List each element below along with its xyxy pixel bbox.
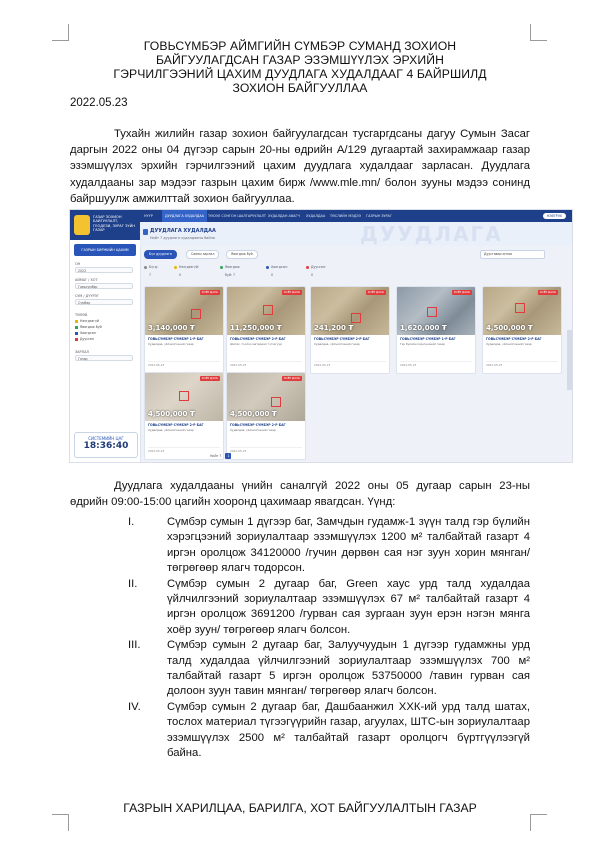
crop-mark-top-left	[52, 24, 69, 41]
aimag-select[interactable]: Говьсүмбэр	[75, 283, 133, 289]
filter-label: АЙМАГ / ХОТ	[75, 278, 98, 282]
crop-mark-bottom-right	[530, 814, 547, 831]
card-title: ГОВЬСҮМБЭР СҮМБЭР 1-Р БАГ	[400, 337, 456, 341]
nav-item[interactable]: ГАЗРЫН ЗУРАГ	[366, 214, 392, 218]
list-text: Сүмбэр сумын 2 дугаар баг, Залуучуудын 1 дүгээр гудамжны урд талд худалдаа үйлчилгээний зориулалтаар эзэмшүүлэх 700 м² талбайтай газарт 5 иргэн оролцож 53750000 /тавин гурван сая долоон зуун тавин мянган/ төгрөгөөр ялагч болсон.	[167, 639, 530, 698]
nav-item[interactable]: НҮҮР	[144, 214, 153, 218]
card-title: ГОВЬСҮМБЭР СҮМБЭР 2-Р БАГ	[230, 423, 286, 427]
title-line: ГОВЬСҮМБЭР АЙМГИЙН СҮМБЭР СУМАНД ЗОХИОН	[143, 39, 457, 53]
sum-select[interactable]: Сүмбэр	[75, 299, 133, 305]
card-subtitle: Худалдаа, үйлчилгээний газар	[314, 342, 360, 346]
card-date: 2022-05-23	[230, 361, 302, 369]
year-select[interactable]: 2022	[75, 267, 133, 273]
clock-time: 18:36:40	[83, 441, 129, 451]
parcel-outline	[263, 305, 273, 315]
pagination	[210, 453, 231, 459]
legend-item: Явагдаж буй: 7	[220, 263, 225, 271]
tab-new[interactable]: Саяны зарлал	[186, 250, 219, 259]
legend-item: Нээгдээгүй: 0	[174, 263, 179, 271]
auction-card[interactable]	[482, 286, 562, 374]
card-badge: ХОЁР ДАХЬ	[201, 376, 218, 380]
scrollbar[interactable]	[567, 330, 572, 390]
legend-item: Дууссан: 0	[306, 263, 311, 271]
nav-item[interactable]: ТӨСӨЛ СОНГОН ШАЛГАРУУЛАЛТ	[208, 214, 266, 218]
card-price: 4,500,000 ₮	[230, 410, 277, 418]
card-title: ГОВЬСҮМБЭР СҮМБЭР 1-Р БАГ	[148, 337, 204, 341]
nav-item[interactable]: ХУДАЛДАА	[306, 214, 326, 218]
top-navigation	[140, 210, 572, 222]
card-price: 4,500,000 ₮	[148, 410, 195, 418]
auction-card[interactable]	[226, 286, 306, 374]
intro-text: Тухайн жилийн газар зохион байгуулагдсан тусгаргдсаны дагуу Сумын Засаг даргын 2022 оны 04 дүгээр сарын 20-ны өдрийн А/129 дугаартай захирамжаар газар эзэмшүүлэх эрхийн гэрчилгээний цахим дуудлага худалдааг зарласан. Дуудлага худалдааны зар мэдээг газрын цахим бирж /www.mle.mn/ болон зууны мэдээ сонинд байршуулж амжилттай зохион байгууллаа.	[70, 128, 530, 205]
parcel-satellite-image	[483, 287, 561, 335]
card-date: 2022-05-23	[230, 447, 302, 455]
card-subtitle: Худалдаа, үйлчилгээний газар	[486, 342, 532, 346]
card-title: ГОВЬСҮМБЭР СҮМБЭР 2-Р БАГ	[148, 423, 204, 427]
banner-subtitle: Нийт 7 дуудлага худалдааны байна	[150, 236, 215, 240]
list-number: IV.	[128, 700, 141, 713]
pager-total: Нийт 7	[210, 454, 222, 458]
page-banner	[140, 222, 572, 246]
legend-item: Хаагдсан: 0	[266, 263, 271, 271]
card-date: 2022-05-23	[148, 361, 220, 369]
list-item	[70, 700, 530, 762]
nav-item[interactable]: ХУДАЛДАН АВАГЧ	[268, 214, 300, 218]
card-badge: ХОЁР ДАХЬ	[539, 290, 556, 294]
filter-label: ОН	[75, 262, 81, 266]
auction-card[interactable]	[144, 286, 224, 374]
card-subtitle: Худалдаа, үйлчилгээний газар	[148, 342, 194, 346]
card-subtitle: Шатах, тослох материал түгээгүүр	[230, 342, 282, 346]
results-intro-text: Дуудлага худалдааны үнийн саналгүй 2022 оны 05 дугаар сарын 23-ны өдрийн 09:00-15:00 цагийн хооронд цахимаар явагдсан. Үүнд:	[70, 480, 530, 509]
filter-label: ТӨЛӨВ	[75, 313, 88, 317]
status-legend	[140, 263, 572, 277]
auction-card[interactable]	[310, 286, 390, 374]
status-checkbox[interactable]: Явагдаж буй	[75, 325, 102, 329]
auction-card[interactable]	[226, 372, 306, 460]
parcel-outline	[191, 309, 201, 319]
card-price: 241,200 ₮	[314, 324, 354, 332]
card-title: ГОВЬСҮМБЭР СҮМБЭР 2-Р БАГ	[314, 337, 370, 341]
results-intro-paragraph	[70, 478, 530, 510]
list-text: Сүмбэр сумын 2 дугаар баг, Дашбаанжил ХХК-ий урд талд шатах, тослох материал түгээгүүрийн газар, агуулах, ШТС-ын зориулалтаар эзэмшүүлэх 2500 м² талбайтай газарт оролцогч бүртгүүлээгүй байна.	[167, 700, 530, 760]
type-select[interactable]: Газар	[75, 355, 133, 361]
card-price: 1,620,000 ₮	[400, 324, 447, 332]
nav-item-active[interactable]: ДУУДЛАГА ХУДАЛДАА	[162, 210, 207, 222]
card-date: 2022-05-23	[486, 361, 558, 369]
card-price: 11,250,000 ₮	[230, 324, 282, 332]
gavel-icon	[143, 229, 148, 235]
tab-all[interactable]: Бүх дуудлага	[144, 250, 177, 259]
card-date: 2022-05-23	[148, 447, 220, 455]
title-line: ГЭРЧИЛГЭЭНИЙ ЦАХИМ ДУУДЛАГА ХУДАЛДААГ 4 БАЙРШИЛД	[113, 67, 487, 81]
parcel-outline	[427, 307, 437, 317]
parcel-satellite-image	[227, 287, 305, 335]
parcel-satellite-image	[145, 373, 223, 421]
exchange-logo: ГАЗРЫН БИРЖИЙН ЦАХИМ СИСТЕМ	[74, 244, 136, 256]
parcel-satellite-image	[227, 373, 305, 421]
nav-item[interactable]: ТӨСЛИЙН МЭДЭЭ	[330, 214, 362, 218]
list-item	[70, 515, 530, 577]
list-item	[70, 638, 530, 700]
parcel-outline	[271, 397, 281, 407]
auction-card[interactable]	[144, 372, 224, 460]
card-date: 2022-05-23	[314, 361, 386, 369]
list-item	[70, 577, 530, 639]
tab-ongoing[interactable]: Явагдаж буй	[226, 250, 258, 259]
soyombo-emblem-icon	[74, 215, 90, 235]
card-badge: ХОЁР ДАХЬ	[283, 290, 300, 294]
status-checkbox[interactable]: Хаагдсан	[75, 331, 96, 335]
filter-sidebar	[70, 210, 141, 462]
parcel-outline	[179, 391, 189, 401]
clock-label: СИСТЕМИЙН ЦАГ	[88, 436, 124, 441]
sort-dropdown[interactable]: Дуусгавар огноо	[480, 250, 545, 259]
filter-label: ЗАРЛАЛ	[75, 350, 89, 354]
list-text: Сүмбэр сумын 2 дугаар баг, Green хаус урд талд худалдаа үйлчилгээний зориулалтаар эзэмшүүлэх 67 м² талбайтай газарт 4 иргэн оролцож 3691200 /гурван сая зургаан зуун ерэн нэгэн мянга хоёр зуун/ төгрөгөөр ялагч болсон.	[167, 577, 530, 636]
crop-mark-top-right	[530, 24, 547, 41]
card-subtitle: Худалдаа, үйлчилгээний газар	[148, 428, 194, 432]
filter-tabs	[140, 246, 572, 262]
page-button[interactable]: 1	[227, 454, 230, 458]
auction-card[interactable]	[396, 286, 476, 374]
card-badge: ХОЁР ДАХЬ	[283, 376, 300, 380]
card-price: 3,140,000 ₮	[148, 324, 195, 332]
crop-mark-bottom-left	[52, 814, 69, 831]
intro-paragraph	[70, 126, 530, 207]
card-badge: ХОЁР ДАХЬ	[453, 290, 470, 294]
parcel-outline	[351, 313, 361, 323]
system-clock	[74, 432, 138, 458]
card-subtitle: Худалдаа, үйлчилгээний газар	[230, 428, 276, 432]
card-title: ГОВЬСҮМБЭР СҮМБЭР 2-Р БАГ	[230, 337, 286, 341]
card-subtitle: Гэр бүлийн хэрэгцээний газар	[400, 342, 445, 346]
list-number: I.	[128, 516, 135, 528]
banner-watermark: ДУУДЛАГА	[360, 222, 503, 246]
status-checkbox[interactable]: Дууссан	[75, 337, 94, 341]
title-line: ЗОХИОН БАЙГУУЛЛАА	[232, 81, 368, 95]
filter-label: СУМ / ДҮҮРЭГ	[75, 294, 99, 298]
list-text: Сүмбэр сумын 1 дүгээр баг, Замчдын гудамж-1 зүүн талд гэр бүлийн хэрэгцээний зориулалтаар эзэмшүүлэх 1200 м² талбайтай газарт 4 иргэн оролцож 34120000 /гучин дөрвөн сая нэг зуун хорин мянган/ төгрөгөөр ялагч тодорсон.	[167, 516, 530, 575]
banner-title: ДУУДЛАГА ХУДАЛДАА	[150, 228, 216, 234]
title-line: БАЙГУУЛАГДСАН ГАЗАР ЭЗЭМШҮҮЛЭХ ЭРХИЙН	[155, 53, 445, 67]
parcel-satellite-image	[145, 287, 223, 335]
legend-item: Бүгд: 7	[144, 263, 149, 271]
document-footer: ГАЗРЫН ХАРИЛЦАА, БАРИЛГА, ХОТ БАЙГУУЛАЛТЫН ГАЗАР	[123, 801, 477, 815]
results-list	[70, 515, 530, 762]
list-number: II.	[128, 577, 138, 590]
document-date: 2022.05.23	[70, 97, 128, 109]
card-date: 2022-05-23	[400, 361, 472, 369]
parcel-satellite-image	[397, 287, 475, 335]
login-button[interactable]: НЭВТРЭХ	[543, 213, 566, 219]
parcel-satellite-image	[311, 287, 389, 335]
logo-text: ГАЗАР ЗОХИОН БАЙГУУЛАЛТ, ГЕОДЕЗИ, ЗУРАГ ЗҮЙН ГАЗАР	[93, 215, 135, 233]
agency-logo	[70, 210, 140, 240]
card-price: 4,500,000 ₮	[486, 324, 533, 332]
status-checkbox[interactable]: Нээгдээгүй	[75, 319, 99, 323]
parcel-outline	[515, 303, 525, 313]
card-title: ГОВЬСҮМБЭР СҮМБЭР 2-Р БАГ	[486, 337, 542, 341]
document-title	[70, 39, 530, 95]
list-number: III.	[128, 639, 141, 652]
embedded-website-screenshot	[70, 210, 572, 462]
card-badge: ХОЁР ДАХЬ	[367, 290, 384, 294]
card-badge: ХОЁР ДАХЬ	[201, 290, 218, 294]
